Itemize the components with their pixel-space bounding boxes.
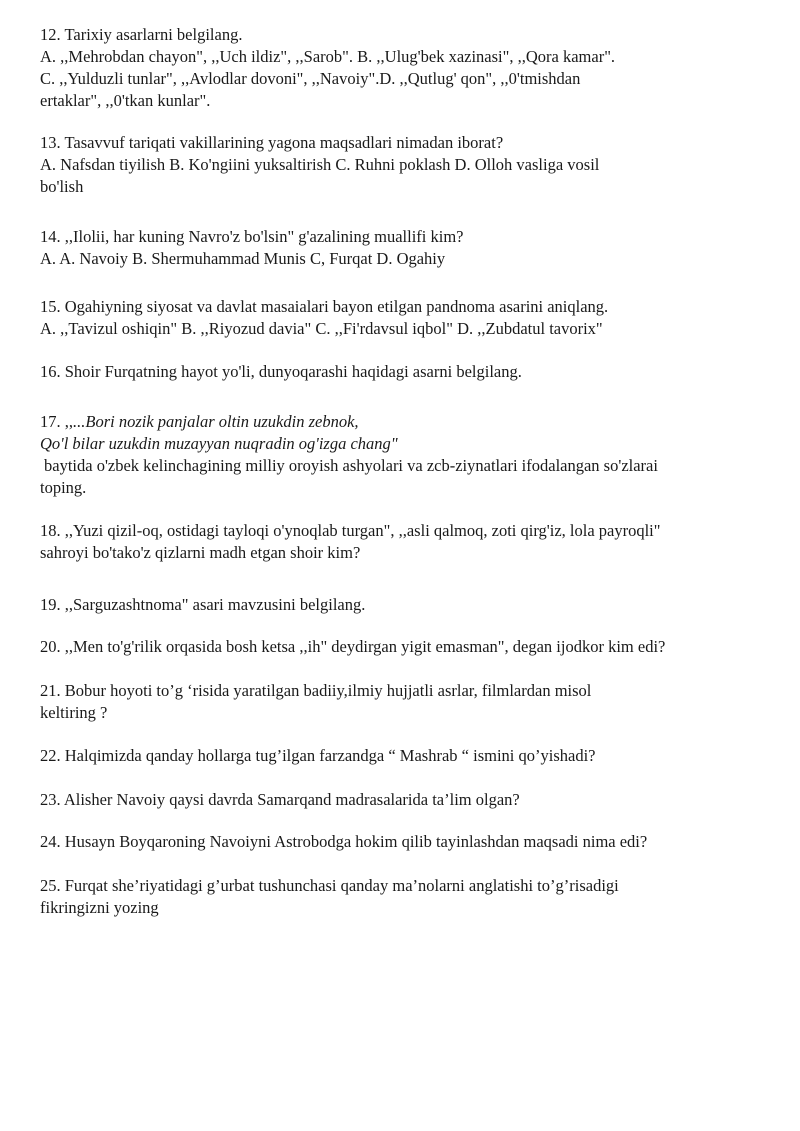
question-17-verse-line-1: ...Bori nozik panjalar oltin uzukdin zebnok,	[73, 412, 359, 431]
question-17-title	[40, 411, 359, 433]
question-17-prompt-line-1: baytida o'zbek kelinchagining milliy oroyish ashyolari va zcb-ziynatlari ifodalangan so'zlarai	[44, 456, 658, 475]
question-13-options-line-2: bo'lish	[40, 177, 84, 196]
question-17-verse-line-2	[40, 433, 398, 455]
question-12-options-line-1: A. ,,Mehrobdan chayon", ,,Uch ildiz", ,,Sarob". B. ,,Ulug'bek xazinasi", ,,Qora kamar".	[40, 47, 616, 66]
question-21-title-line-1: 21. Bobur hoyoti to’g ‘risida yaratilgan badiiy,ilmiy hujjatli asrlar, filmlardan misol	[40, 681, 592, 700]
question-16-title: 16. Shoir Furqatning hayot yo'li, dunyoqarashi haqidagi asarni belgilang.	[40, 362, 522, 381]
question-20-title: 20. ,,Men to'g'rilik orqasida bosh ketsa ,,ih" deydirgan yigit emasman", degan ijodkor kim edi?	[40, 637, 666, 656]
question-24-title: 24. Husayn Boyqaroning Navoiyni Astrobodga hokim qilib tayinlashdan maqsadi nima edi?	[40, 832, 648, 851]
question-12-title: 12. Tarixiy asarlarni belgilang.	[40, 25, 243, 44]
question-18-title-line-2: sahroyi bo'tako'z qizlarni madh etgan shoir kim?	[40, 543, 361, 562]
question-17-verse-line-2-text: Qo'l bilar uzukdin muzayyan nuqradin og'izga chang"	[40, 434, 398, 453]
question-12-options-line-3: ertaklar", ,,0'tkan kunlar".	[40, 91, 211, 110]
question-22-title: 22. Halqimizda qanday hollarga tug’ilgan farzandga “ Mashrab “ ismini qo’yishadi?	[40, 746, 596, 765]
question-25-title-line-2: fikringizni yozing	[40, 898, 159, 917]
question-17-prompt-line-2: toping.	[40, 478, 87, 497]
question-14-title: 14. ,,Ilolii, har kuning Navro'z bo'lsin" g'azalining muallifi kim?	[40, 227, 464, 246]
question-13-title: 13. Tasavvuf tariqati vakillarining yagona maqsadlari nimadan iborat?	[40, 133, 504, 152]
question-23-title: 23. Alisher Navoiy qaysi davrda Samarqand madrasalarida ta’lim olgan?	[40, 790, 520, 809]
question-14-options: A. A. Navoiy B. Shermuhammad Munis C, Furqat D. Ogahiy	[40, 249, 446, 268]
question-15-title: 15. Ogahiyning siyosat va davlat masaialari bayon etilgan pandnoma asarini aniqlang.	[40, 297, 609, 316]
question-18-title-line-1: 18. ,,Yuzi qizil-oq, ostidagi tayloqi o'ynoqlab turgan", ,,asli qalmoq, zoti qirg'iz, lola payroqli"	[40, 521, 661, 540]
question-25-title-line-1: 25. Furqat she’riyatidagi g’urbat tushunchasi qanday ma’nolarni anglatishi to’g’risadigi	[40, 876, 619, 895]
question-21-title-line-2: keltiring ?	[40, 703, 108, 722]
question-13-options-line-1: A. Nafsdan tiyilish B. Ko'ngiini yuksaltirish C. Ruhni poklash D. Olloh vasliga vosil	[40, 155, 600, 174]
question-12-options-line-2: C. ,,Yulduzli tunlar", ,,Avlodlar dovoni", ,,Navoiy".D. ,,Qutlug' qon", ,,0'tmishdan	[40, 69, 581, 88]
question-19-title: 19. ,,Sarguzashtnoma" asari mavzusini belgilang.	[40, 595, 366, 614]
question-15-options: A. ,,Tavizul oshiqin" B. ,,Riyozud davia" C. ,,Fi'rdavsul iqbol" D. ,,Zubdatul tavorix"	[40, 319, 603, 338]
question-17-number: 17. ,,	[40, 412, 73, 431]
